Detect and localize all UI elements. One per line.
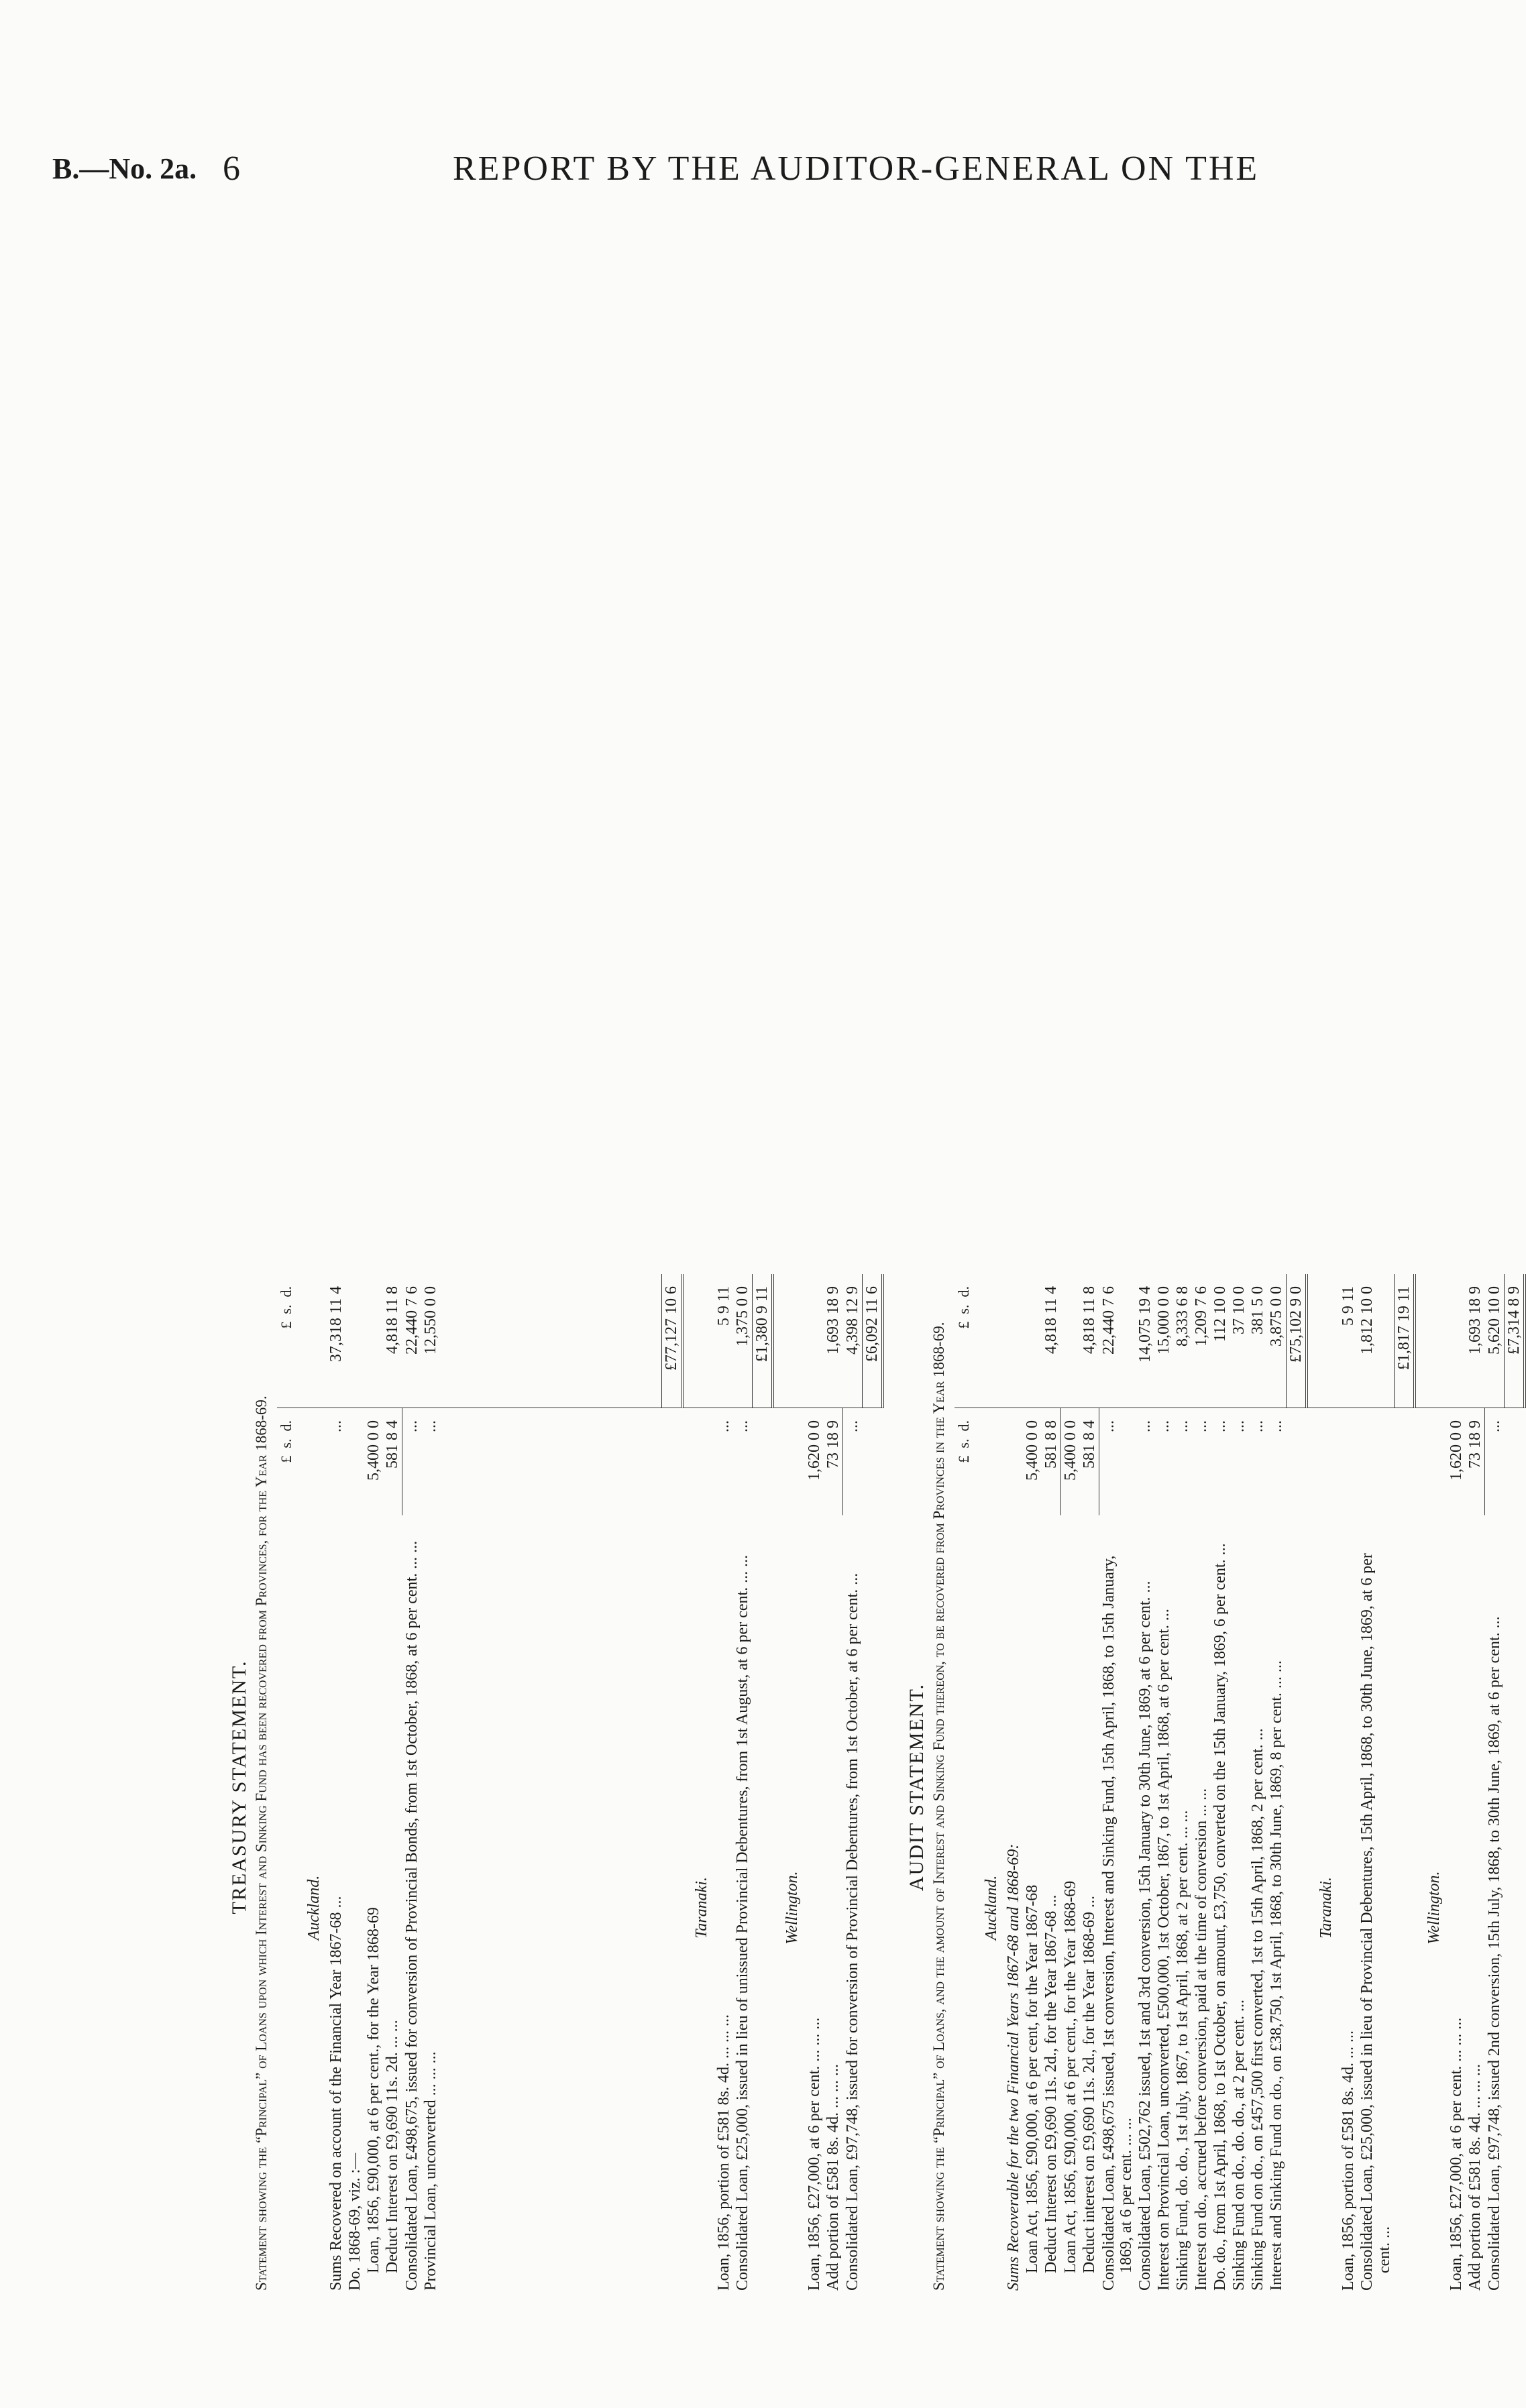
ledger-row-main: 381 5 0 <box>1248 1274 1267 1408</box>
section-total: £7,314 8 9 <box>1504 1274 1526 1408</box>
ledger-row-desc: Do. do., from 1st April, 1868, to 1st October, on amount, £3,750, converted on the 15th January, 1869, 6 per cent. ... <box>1211 1543 1229 2291</box>
ledger-row-sub: ... <box>1230 1420 1248 1432</box>
ledger-row-main <box>345 1274 364 1408</box>
ledger-row-main: 22,440 7 6 <box>402 1274 421 1408</box>
ledger-row-main <box>1447 1274 1466 1408</box>
ledger-row-sub: ... <box>1136 1420 1154 1432</box>
ledger-row-main <box>1061 1274 1080 1408</box>
section-heading-auckland: Auckland. <box>305 1875 323 1941</box>
ledger-row-main: 5 9 11 <box>714 1274 733 1408</box>
currency-heading: £ s. d. <box>955 1420 972 1463</box>
ledger-row-desc: Interest on do., accrued before conversion, paid at the time of conversion ... ... <box>1193 1788 1210 2291</box>
ledger-row-main: 1,693 18 9 <box>824 1274 843 1408</box>
ledger-row-desc: Loan, 1856, £90,000, at 6 per cent., for the Year 1868-69 <box>365 1907 382 2273</box>
currency-heading: £ s. d. <box>277 1274 296 1408</box>
ledger-row-sub: ... <box>422 1420 439 1432</box>
ledger-row-sub <box>1004 1408 1023 1515</box>
ledger-row-main: 15,000 0 0 <box>1154 1274 1173 1408</box>
ledger-row-main: 5,620 10 0 <box>1485 1274 1504 1408</box>
section-total: £1,380 9 11 <box>752 1274 774 1408</box>
ledger-row-sub: 73 18 9 <box>1466 1408 1485 1515</box>
ledger-row-sub: 5,400 0 0 <box>365 1420 382 1481</box>
ledger-row-sub: ... <box>1100 1420 1118 1432</box>
ledger-row-desc: Consolidated Loan, £97,748, issued 2nd conversion, 15th July, 1868, to 30th June, 1869, at 6 per cent. ... <box>1486 1616 1503 2291</box>
ledger-row-sub: ... <box>844 1420 861 1432</box>
treasury-ledger <box>277 1274 884 2300</box>
ledger-row-main: 4,398 12 9 <box>843 1274 862 1408</box>
ledger-row-sub: ... <box>1174 1420 1191 1432</box>
ledger-row-sub: ... <box>1486 1420 1503 1432</box>
running-title: REPORT BY THE AUDITOR-GENERAL ON THE <box>453 150 1260 188</box>
ledger-row-sub: 5,400 0 0 <box>1024 1420 1041 1481</box>
ledger-row-main: 14,075 19 4 <box>1136 1274 1154 1408</box>
ledger-row-desc: Sinking Fund on do., do. do., at 2 per cent. ... <box>1230 2000 1248 2291</box>
ledger-row-desc: Consolidated Loan, £498,675 issued, 1st conversion, Interest and Sinking Fund, 15th April, 1868, to 15th January, 1869, at 6 per cent. ... ... <box>1100 1555 1135 2291</box>
ledger-row-desc: Sinking Fund on do., on £457,500 first converted, 1st to 15th April, 1868, 2 per cent. ... <box>1249 1728 1266 2291</box>
ledger-row-sub: ... <box>403 1420 421 1432</box>
ledger-row-main: 12,550 0 0 <box>421 1274 440 1408</box>
ledger-row-main <box>364 1274 383 1408</box>
ledger-row-desc: Interest on Provincial Loan, unconverted, £500,000, 1st October, 1867, to 1st April, 1868, at 6 per cent. ... <box>1155 1609 1173 2291</box>
ledger-row-desc: Interest and Sinking Fund on do., on £38,750, 1st April, 1868, to 30th June, 1869, 8 per cent. ... ... <box>1268 1660 1285 2291</box>
ledger-row-sub: 73 18 9 <box>824 1408 843 1515</box>
ledger-row-main: 1,375 0 0 <box>733 1274 752 1408</box>
ledger-row-sub: ... <box>1155 1420 1173 1432</box>
section-heading-wellington: Wellington. <box>1425 1871 1443 1945</box>
ledger-row-sub: ... <box>1193 1420 1210 1432</box>
audit-ledger <box>955 1274 1526 2300</box>
ledger-row-sub: 581 8 4 <box>1080 1408 1099 1515</box>
ledger-row-main <box>805 1274 824 1408</box>
ledger-row-desc: Loan, 1856, portion of £581 8s. 4d. ... ... <box>1340 2030 1357 2291</box>
section-total: £6,092 11 6 <box>862 1274 884 1408</box>
ledger-row-main: 4,818 11 4 <box>1042 1274 1061 1408</box>
section-heading-auckland: Auckland. <box>983 1875 1000 1941</box>
ledger-row-main: 37 10 0 <box>1230 1274 1248 1408</box>
ledger-row-sub: ... <box>1211 1420 1229 1432</box>
section-total: £75,102 9 0 <box>1286 1274 1308 1408</box>
currency-heading: £ s. d. <box>955 1274 973 1408</box>
ledger-row-sub: 5,400 0 0 <box>1062 1420 1079 1481</box>
ledger-row-sub: ... <box>734 1420 751 1432</box>
ledger-row-sub <box>345 1408 364 1515</box>
ledger-row-sub: ... <box>1268 1420 1285 1432</box>
ledger-row-main: 22,440 7 6 <box>1099 1274 1136 1408</box>
currency-heading: £ s. d. <box>278 1420 294 1463</box>
ledger-row-main: 3,875 0 0 <box>1267 1274 1286 1408</box>
audit-caption: Statement showing the “Principal” of Loans, and the amount of Interest and Sinking Fund thereon, to be recovered from Provinces in the Year 1868-69. <box>930 1322 947 2291</box>
ledger-row-desc: Loan Act, 1856, £90,000, at 6 per cent, for the Year 1867-68 <box>1024 1884 1041 2273</box>
audit-statement <box>906 1274 1523 2300</box>
document-reference: B.—No. 2a. <box>52 152 197 185</box>
ledger-row-desc: Sinking Fund, do. do., 1st July, 1867, to 1st April, 1868, at 2 per cent. ... ... <box>1174 1810 1191 2291</box>
ledger-row-sub: 581 8 4 <box>383 1408 402 1515</box>
ledger-row-sub: ... <box>1249 1420 1266 1432</box>
ledger-row-desc: Loan, 1856, £27,000, at 6 per cent. ... ... ... <box>806 2017 823 2291</box>
ledger-row-desc: Consolidated Loan, £25,000, issued in lieu of unissued Provincial Debentures, from 1st August, at 6 per cent. ... ... <box>734 1554 751 2291</box>
ledger-row-desc: Consolidated Loan, £502,762 issued, 1st and 3rd conversion, 15th January to 30th June, 1869, at 6 per cent. ... <box>1136 1581 1154 2291</box>
ledger-row-main <box>1023 1274 1042 1408</box>
section-total: £1,817 19 11 <box>1394 1274 1416 1408</box>
section-total: £77,127 10 6 <box>661 1274 684 1408</box>
ledger-row-sub: ... <box>327 1420 345 1432</box>
ledger-row-desc: Do. 1868-69, viz. :— <box>346 2153 364 2291</box>
ledger-row-sub <box>1339 1408 1358 1515</box>
ledger-row-desc: Loan, 1856, £27,000, at 6 per cent. ... ... ... <box>1448 2017 1465 2291</box>
ledger-row-desc: Add portion of £581 8s. 4d. ... ... ... <box>1466 2064 1484 2291</box>
treasury-caption: Statement showing the “Principal” of Loans upon which Interest and Sinking Fund has been recovered from Provinces, for the Year 1868-69. <box>253 1395 270 2291</box>
ledger-row-main: 1,209 7 6 <box>1192 1274 1211 1408</box>
section-heading-wellington: Wellington. <box>783 1871 801 1945</box>
ledger-row-desc: Consolidated Loan, £498,675, issued for conversion of Provincial Bonds, from 1st October, 1868, at 6 per cent. ... ... <box>403 1540 421 2291</box>
ledger-row-desc: Deduct Interest on £9,690 11s. 2d., for the Year 1867-68 ... <box>1042 1894 1060 2273</box>
ledger-row-main: 4,818 11 8 <box>383 1274 402 1408</box>
ledger-row-main: 112 10 0 <box>1211 1274 1230 1408</box>
ledger-row-desc: Consolidated Loan, £25,000, issued in lieu of Provincial Debentures, 15th April, 1868, to 30th June, 1869, at 6 per cent. ... <box>1358 1553 1393 2291</box>
ledger-row-desc: Add portion of £581 8s. 4d. ... ... ... <box>824 2064 842 2291</box>
ledger-row-desc: Consolidated Loan, £97,748, issued for conversion of Provincial Debentures, from 1st October, at 6 per cent. ... <box>844 1572 861 2291</box>
ledger-row-main: 5 9 11 <box>1339 1274 1358 1408</box>
audit-title: AUDIT STATEMENT. <box>906 1682 928 1892</box>
ledger-row-main: 37,318 11 4 <box>327 1274 345 1408</box>
section-heading-taranaki: Taranaki. <box>693 1877 710 1939</box>
treasury-title: TREASURY STATEMENT. <box>228 1660 250 1914</box>
ledger-row-sub <box>1358 1408 1394 1515</box>
ledger-row-main: 1,812 10 0 <box>1358 1274 1394 1408</box>
page-number: 6 <box>223 150 240 188</box>
ledger-row-desc: Loan Act, 1856, £90,000, at 6 per cent., for the Year 1868-69 <box>1062 1880 1079 2273</box>
ledger-row-desc: Deduct Interest on £9,690 11s. 2d. ... ... <box>384 2020 401 2273</box>
ledger-row-sub: 1,620 0 0 <box>806 1420 823 1481</box>
page-header <box>47 148 1409 194</box>
ledger-row-desc: Loan, 1856, portion of £581 8s. 4d. ... ... ... <box>715 2014 732 2291</box>
ledger-row-desc: Sums Recoverable for the two Financial Years 1867-68 and 1868-69: <box>1005 1843 1022 2291</box>
ledger-row-main <box>1004 1274 1023 1408</box>
ledger-row-sub: 581 8 8 <box>1042 1408 1061 1515</box>
ledger-row-sub: ... <box>715 1420 732 1432</box>
ledger-row-desc: Sums Recovered on account of the Financial Year 1867-68 ... <box>327 1896 345 2291</box>
section-heading-taranaki: Taranaki. <box>1317 1877 1335 1939</box>
ledger-row-main: 8,333 6 8 <box>1173 1274 1192 1408</box>
ledger-row-main: 1,693 18 9 <box>1466 1274 1485 1408</box>
ledger-row-main: 4,818 11 8 <box>1080 1274 1099 1408</box>
ledger-row-sub: 1,620 0 0 <box>1448 1420 1465 1481</box>
ledger-row-desc: Provincial Loan, unconverted ... ... ... <box>422 2051 439 2291</box>
ledger-row-desc: Deduct interest on £9,690 11s. 2d., for the Year 1868-69 ... <box>1081 1895 1098 2273</box>
